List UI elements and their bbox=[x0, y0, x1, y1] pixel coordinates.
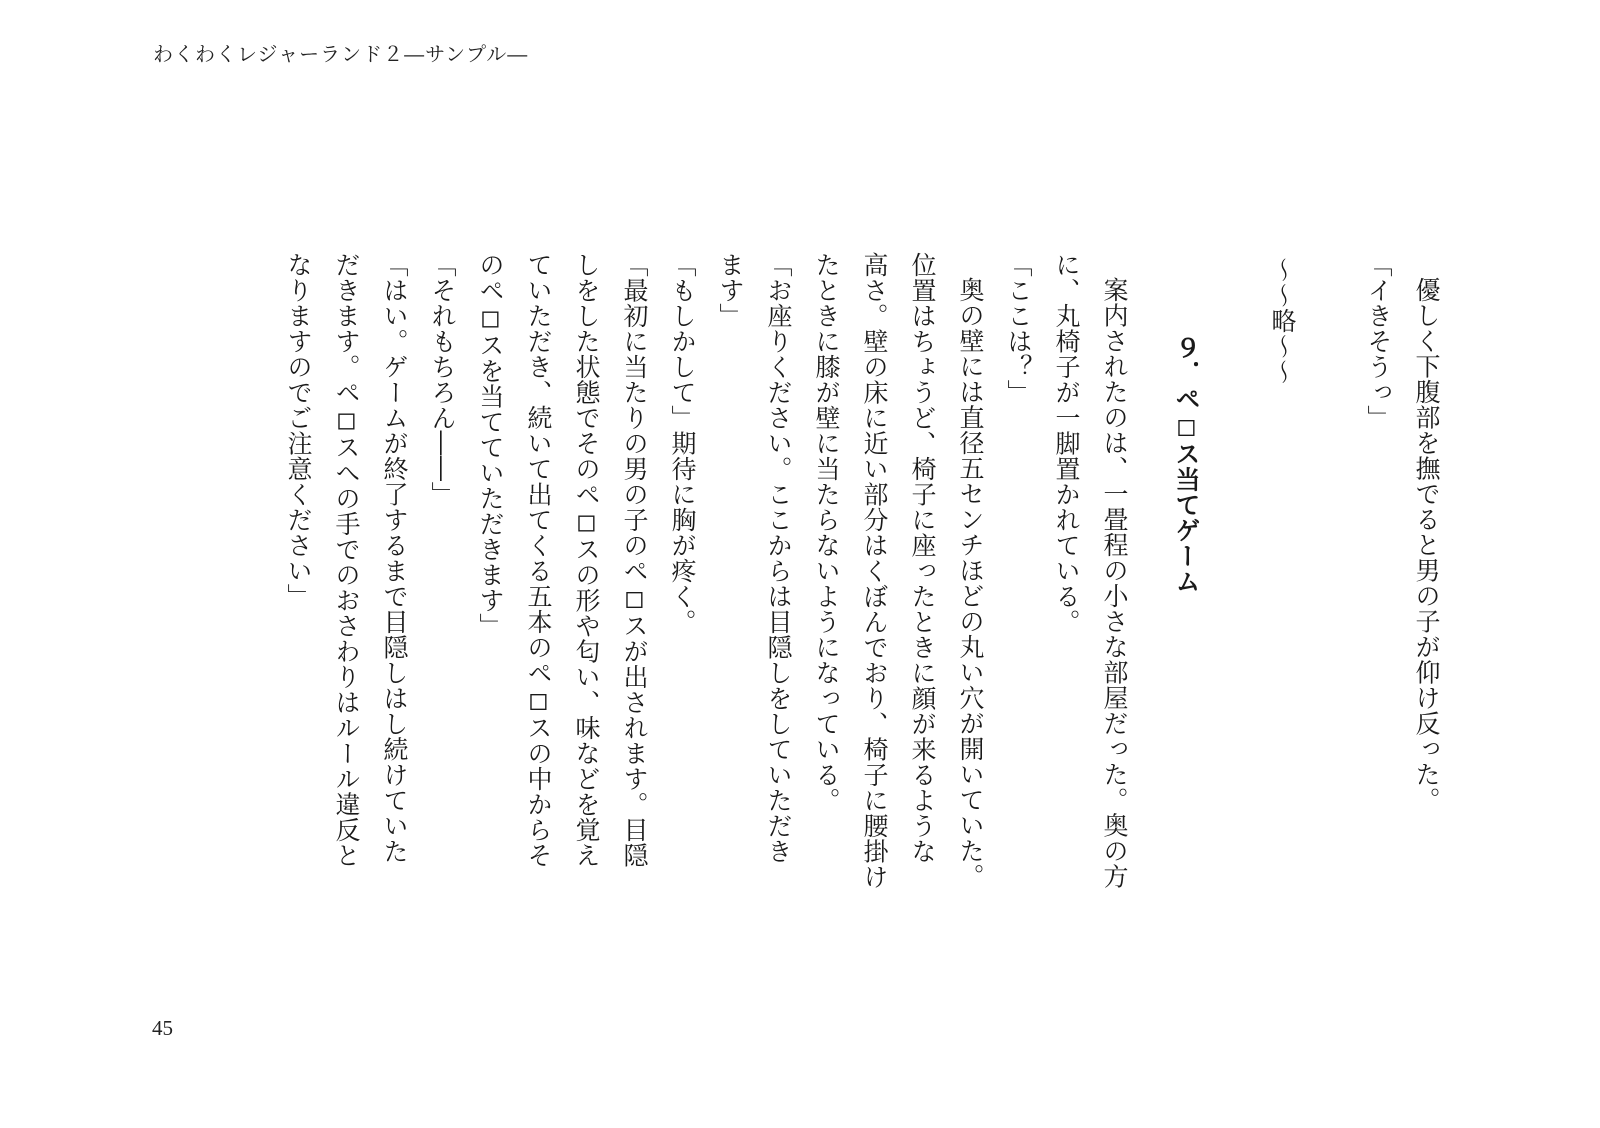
dialogue-line: ていただき、続いて出てくる五本のペ◻スの中からそ bbox=[524, 252, 553, 868]
body-line: 位置はちょうど、椅子に座ったときに顔が来るような bbox=[908, 252, 937, 864]
dialogue-line: だきます。ペ◻スへの手でのおさわりはルール違反と bbox=[332, 252, 361, 868]
omission-marker: ～～略～～ bbox=[1268, 257, 1297, 385]
dialogue-line: 「もしかして」期待に胸が疼く。 bbox=[668, 252, 697, 635]
dialogue-line: なりますのでご注意ください」 bbox=[284, 252, 313, 609]
body-line: 優しく下腹部を撫でると男の子が仰け反った。 bbox=[1412, 277, 1441, 813]
dialogue-line: 「ここは？」 bbox=[1004, 252, 1033, 405]
dialogue-line: 「それもちろん――」 bbox=[428, 252, 457, 507]
dialogue-line: 「最初に当たりの男の子のペ◻スが出されます。目隠 bbox=[620, 252, 649, 868]
dialogue-line: 「イきそうっ」 bbox=[1364, 252, 1393, 431]
dialogue-line: のペ◻スを当てていただきます」 bbox=[476, 252, 505, 639]
body-line: 高さ。壁の床に近い部分はくぼんでおり、椅子に腰掛け bbox=[860, 252, 889, 890]
page-number: 45 bbox=[152, 1016, 173, 1040]
dialogue-line: 「お座りください。ここからは目隠しをしていただき bbox=[764, 252, 793, 864]
vertical-text-body bbox=[274, 252, 1450, 932]
body-line: たときに膝が壁に当たらないようになっている。 bbox=[812, 252, 841, 813]
body-line: 奥の壁には直径五センチほどの丸い穴が開いていた。 bbox=[956, 277, 985, 889]
dialogue-line: ます」 bbox=[716, 252, 745, 329]
body-line: 案内されたのは、一畳程の小さな部屋だった。奥の方 bbox=[1100, 277, 1129, 889]
blank-line bbox=[1306, 252, 1354, 932]
running-header: わくわくレジャーランド２―サンプル― bbox=[153, 42, 529, 66]
dialogue-line: しをした状態でそのペ◻スの形や匂い、味などを覚え bbox=[572, 252, 601, 868]
blank-line bbox=[1138, 252, 1162, 932]
dialogue-line: 「はい。ゲームが終了するまで目隠しはし続けていた bbox=[380, 252, 409, 864]
blank-line bbox=[1210, 252, 1258, 932]
section-heading: ９．ペ◻ス当てゲーム bbox=[1172, 334, 1201, 594]
body-line: に、丸椅子が一脚置かれている。 bbox=[1052, 252, 1081, 635]
